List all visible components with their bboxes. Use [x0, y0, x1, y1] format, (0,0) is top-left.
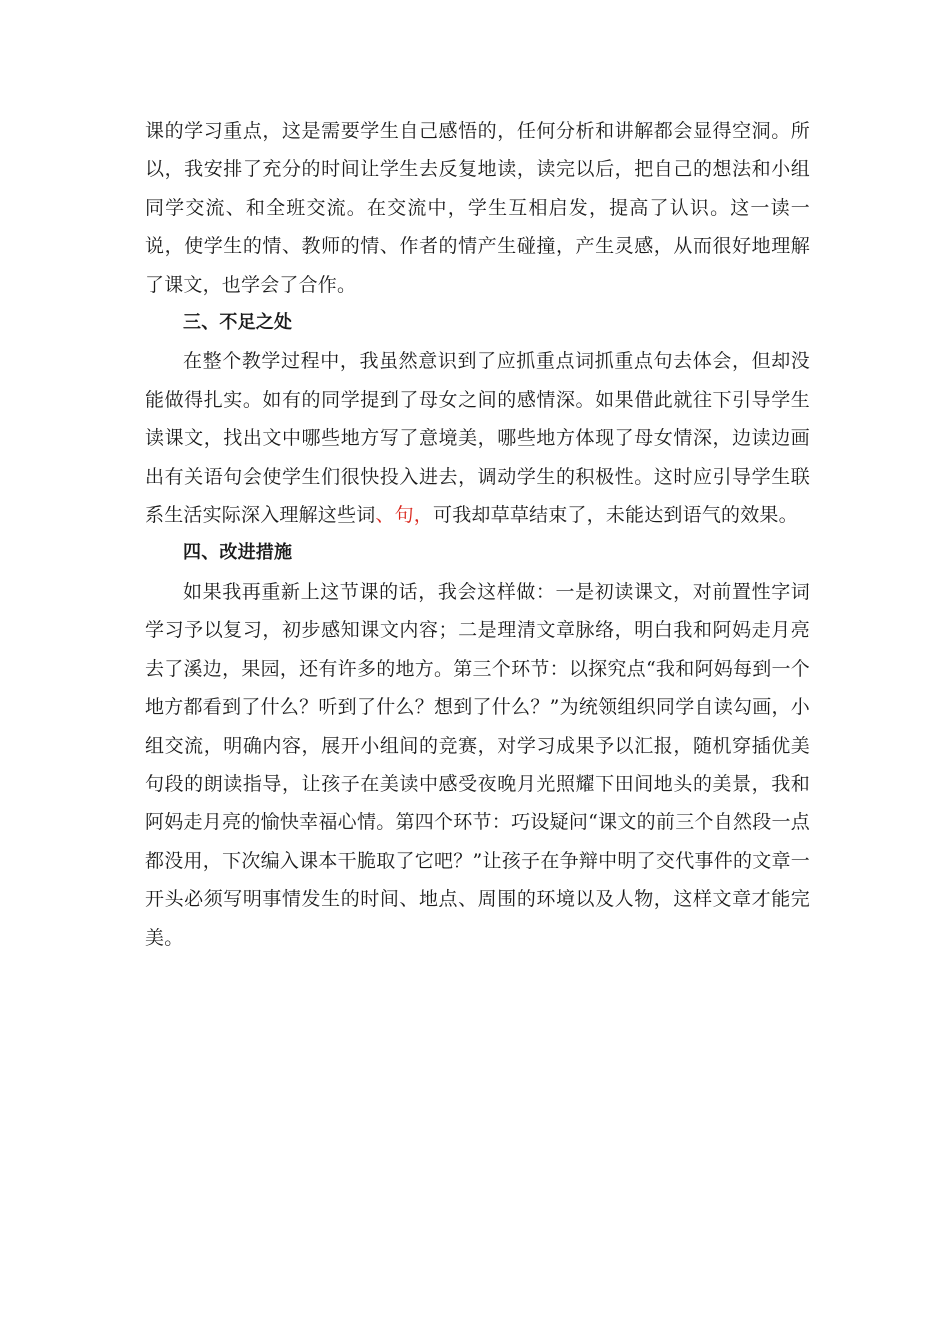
document-body	[145, 112, 810, 957]
paragraph-shortcomings-text-end: 可我却草草结束了，未能达到语气的效果。	[433, 504, 798, 527]
section-heading-shortcomings: 三、不足之处	[183, 312, 293, 334]
section-heading-improvements: 四、改进措施	[183, 542, 293, 564]
paragraph-shortcomings	[145, 342, 810, 534]
paragraph-shortcomings-text: 在整个教学过程中，我虽然意识到了应抓重点词抓重点句去体会，但却没能做得扎实。如有的同学提到了母女之间的感情深。如果借此就往下引导学生读课文，找出文中哪些地方写了意境美，哪些地方体现了母女情深，边读边画出有关语句会使学生们很快投入进去，调动学生的积极性。这时应引导学生联系生活实际深入理解这些词	[145, 350, 810, 527]
paragraph-improvements: 如果我再重新上这节课的话，我会这样做：一是初读课文，对前置性字词学习予以复习，初步感知课文内容；二是理清文章脉络，明白我和阿妈走月亮去了溪边，果园，还有许多的地方。第三个环节：以探究点“我和阿妈每到一个地方都看到了什么？听到了什么？想到了什么？”为统领组织同学自读勾画，小组交流，明确内容，展开小组间的竞赛，对学习成果予以汇报，随机穿插优美句段的朗读指导，让孩子在美读中感受夜晚月光照耀下田间地头的美景，我和阿妈走月亮的愉快幸福心情。第四个环节：巧设疑问“课文的前三个自然段一点都没用，下次编入课本干脆取了它吧？”让孩子在争辩中明了交代事件的文章一开头必须写明事情发生的时间、地点、周围的环境以及人物，这样文章才能完美。	[145, 580, 810, 949]
paragraph-continuation: 课的学习重点，这是需要学生自己感悟的，任何分析和讲解都会显得空洞。所以，我安排了充分的时间让学生去反复地读，读完以后，把自己的想法和小组同学交流、和全班交流。在交流中，学生互相启发，提高了认识。这一读一说，使学生的情、教师的情、作者的情产生碰撞，产生灵感，从而很好地理解了课文，也学会了合作。	[145, 120, 810, 296]
highlighted-text: 、句，	[375, 504, 434, 527]
